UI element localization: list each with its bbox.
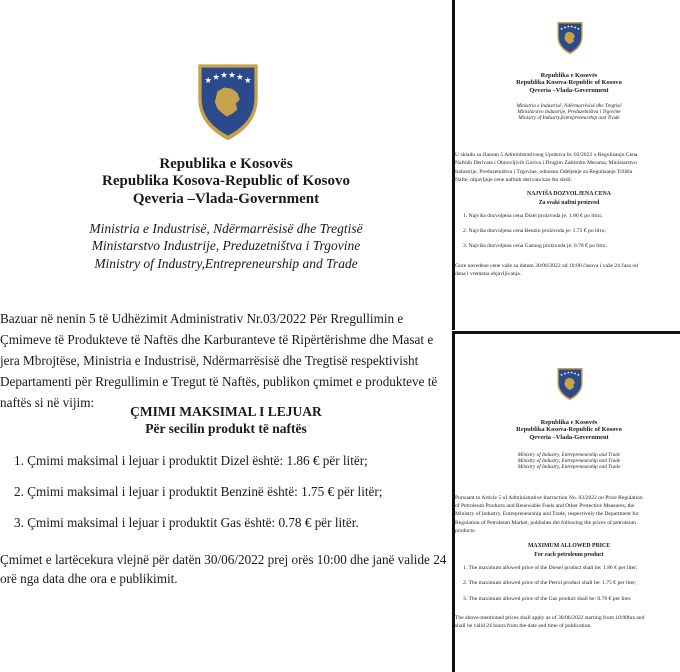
intro-line: U skladu sa članom 5 Administrativnog Uputstva br. 03/2022 o Regulisanju Cena xyxy=(455,152,638,158)
kosovo-emblem-icon xyxy=(195,62,261,142)
intro-paragraph xyxy=(455,494,643,535)
closing-paragraph xyxy=(0,550,452,588)
intro-line: naftës si në vijim: xyxy=(0,395,95,410)
closing-line: Çmimet e lartëcekura vlejnë për datën 30/06/2022 prej orës 10:00 dhe janë valide 24 xyxy=(0,552,447,567)
kosovo-emblem-icon xyxy=(556,365,584,403)
ministry-header xyxy=(455,452,680,471)
ministry-line-2: Ministry of Industry, Entrepreneurship and Trade xyxy=(517,458,621,465)
ministry-line-1: Ministria e Industrisë, Ndërmarrësisë dhe Tregtisë xyxy=(516,103,622,109)
header-line-3: Qeveria –Vlada-Government xyxy=(529,86,609,94)
header-line-1: Republika e Kosovës xyxy=(540,419,598,426)
ministry-line-3: Ministry of Industry,Entrepreneurship and Trade xyxy=(94,255,358,271)
price-item-diesel: 1. The maximum allowed price of the Diesel product shall be: 1.86 € per liter; xyxy=(463,565,638,571)
intro-line: Nafte, objavljuje cene naftnih derivata kao što sledi: xyxy=(455,177,572,184)
english-document xyxy=(452,331,680,672)
price-item-gas: 3. The maximum allowed price of the Gas product shall be: 0.78 € per liter. xyxy=(463,596,632,602)
header-line-3: Qeveria –Vlada-Government xyxy=(529,433,609,441)
intro-line: Regulation of Petroleum Market, publishes the following the prices of petroleum xyxy=(455,519,636,526)
price-title xyxy=(0,404,452,438)
ministry-line-2: Ministarstvo Industrije, Preduzetništva i Trgovine xyxy=(517,109,621,116)
ministry-line-1: Ministria e Industrisë, Ndërmarrësisë dhe Tregtisë xyxy=(89,221,363,236)
government-header xyxy=(0,156,452,208)
intro-line: of Petroleum Products and Renewable Fuels and Other Protective Measures, the xyxy=(455,503,635,510)
intro-line: Ministry of Industry, Entrepreneurship and Trade, respectively the Department for xyxy=(455,511,639,518)
intro-paragraph xyxy=(0,308,452,413)
intro-line: Çmimeve të Produkteve të Naftës dhe Karburanteve të Ripërtërishme dhe Masat e xyxy=(0,332,434,347)
closing-line: shall be valid 24 hours from the date and time of publication. xyxy=(455,623,592,629)
price-item-petrol: 2. Çmimi maksimal i lejuar i produktit Benzinë është: 1.75 € për litër; xyxy=(14,484,383,499)
kosovo-emblem-icon xyxy=(556,20,584,56)
ministry-line-2: Ministarstvo Industrije, Preduzetništva i Trgovine xyxy=(91,238,361,254)
subtitle-line: Za svaki naftni proizvod xyxy=(538,199,600,206)
closing-line: orë nga data dhe ora e publikimit. xyxy=(0,571,178,586)
closing-paragraph xyxy=(455,262,638,278)
intro-line: products: xyxy=(455,527,476,534)
price-item-petrol: 2. Najviša dozvoljena cena Benzin proizvoda je: 1.75 € po litru; xyxy=(463,228,606,234)
intro-line: Naftnih Derivata i Obnovljivih Goriva i Drugim Zaštitnim Merama, Ministarstvo xyxy=(455,160,637,167)
price-item-petrol: 2. The maximum allowed price of the Petrol product shall be: 1.75 € per liter; xyxy=(463,580,637,586)
intro-line: Pursuant to Article 5 of Administrative Instruction No. 03/2022 on Price Regulation xyxy=(455,495,643,501)
subtitle-line: For each petroleum product xyxy=(534,551,604,558)
price-title xyxy=(455,542,680,559)
price-item-gas: 3. Çmimi maksimal i lejuar i produktit Gas është: 0.78 € për litër. xyxy=(14,515,359,530)
serbian-document xyxy=(452,0,680,330)
header-line-3: Qeveria –Vlada-Government xyxy=(132,190,320,207)
intro-line: Industrije, Preduzetništva i Trgovine, odnosno Odeljenje za Regulisanje Tržišta xyxy=(455,168,633,175)
ministry-line-1: Ministry of Industry, Entrepreneurship and Trade xyxy=(517,452,621,458)
header-line-2: Republika Kosova-Republic of Kosovo xyxy=(102,173,350,190)
closing-line: Gore navedene cene važe za datum 30/06/2022 od 10:00 časova i važe 24 časa od xyxy=(455,263,638,269)
intro-line: Departamenti për Rregullimin e Tregut të Naftës, publikon çmimet e produkteve të xyxy=(0,374,438,389)
header-line-2: Republika Kosova-Republic of Kosovo xyxy=(516,79,622,87)
price-title xyxy=(455,190,680,207)
closing-line: dana i vremena objavljivanja. xyxy=(455,271,522,277)
closing-line: The above-mentioned prices shall apply as of 30/06/2022 starting from 10:00hrs and xyxy=(455,615,645,621)
title-line: NAJVIŠA DOZVOLJENA CENA xyxy=(527,191,611,197)
price-item-diesel: 1. Çmimi maksimal i lejuar i produktit Dizel është: 1.86 € për litër; xyxy=(14,453,368,468)
ministry-line-3: Ministry of Industry, Entrepreneurship and Trade xyxy=(517,464,621,471)
header-line-2: Republika Kosova-Republic of Kosovo xyxy=(516,426,622,434)
intro-line: Bazuar në nenin 5 të Udhëzimit Administrativ Nr.03/2022 Për Rregullimin e xyxy=(0,311,404,326)
ministry-line-3: Ministry of Industry,Entrepreneurship and Trade xyxy=(518,115,620,122)
header-line-1: Republika e Kosovës xyxy=(540,72,598,79)
header-line-1: Republika e Kosovës xyxy=(159,156,293,172)
price-item-diesel: 1. Najviša dozvoljena cena Dizel proizvoda je: 1.86 € po litru; xyxy=(463,213,603,219)
closing-paragraph xyxy=(455,614,644,630)
government-header xyxy=(455,419,680,441)
ministry-header xyxy=(0,220,452,272)
ministry-header xyxy=(455,103,680,122)
intro-paragraph xyxy=(455,151,637,185)
title-line: ÇMIMI MAKSIMAL I LEJUAR xyxy=(130,404,322,419)
subtitle-line: Për secilin produkt të naftës xyxy=(145,420,307,436)
title-line: MAXIMUM ALLOWED PRICE xyxy=(527,543,611,549)
intro-line: jera Mbrojtëse, Ministria e Industrisë, Ndërmarrësisë dhe Tregtisë respektivisht xyxy=(0,353,419,368)
government-header xyxy=(455,72,680,94)
price-item-gas: 3. Najviša dozvoljena cena Gasnog proizvoda je: 0.78 € po litru. xyxy=(463,243,608,249)
